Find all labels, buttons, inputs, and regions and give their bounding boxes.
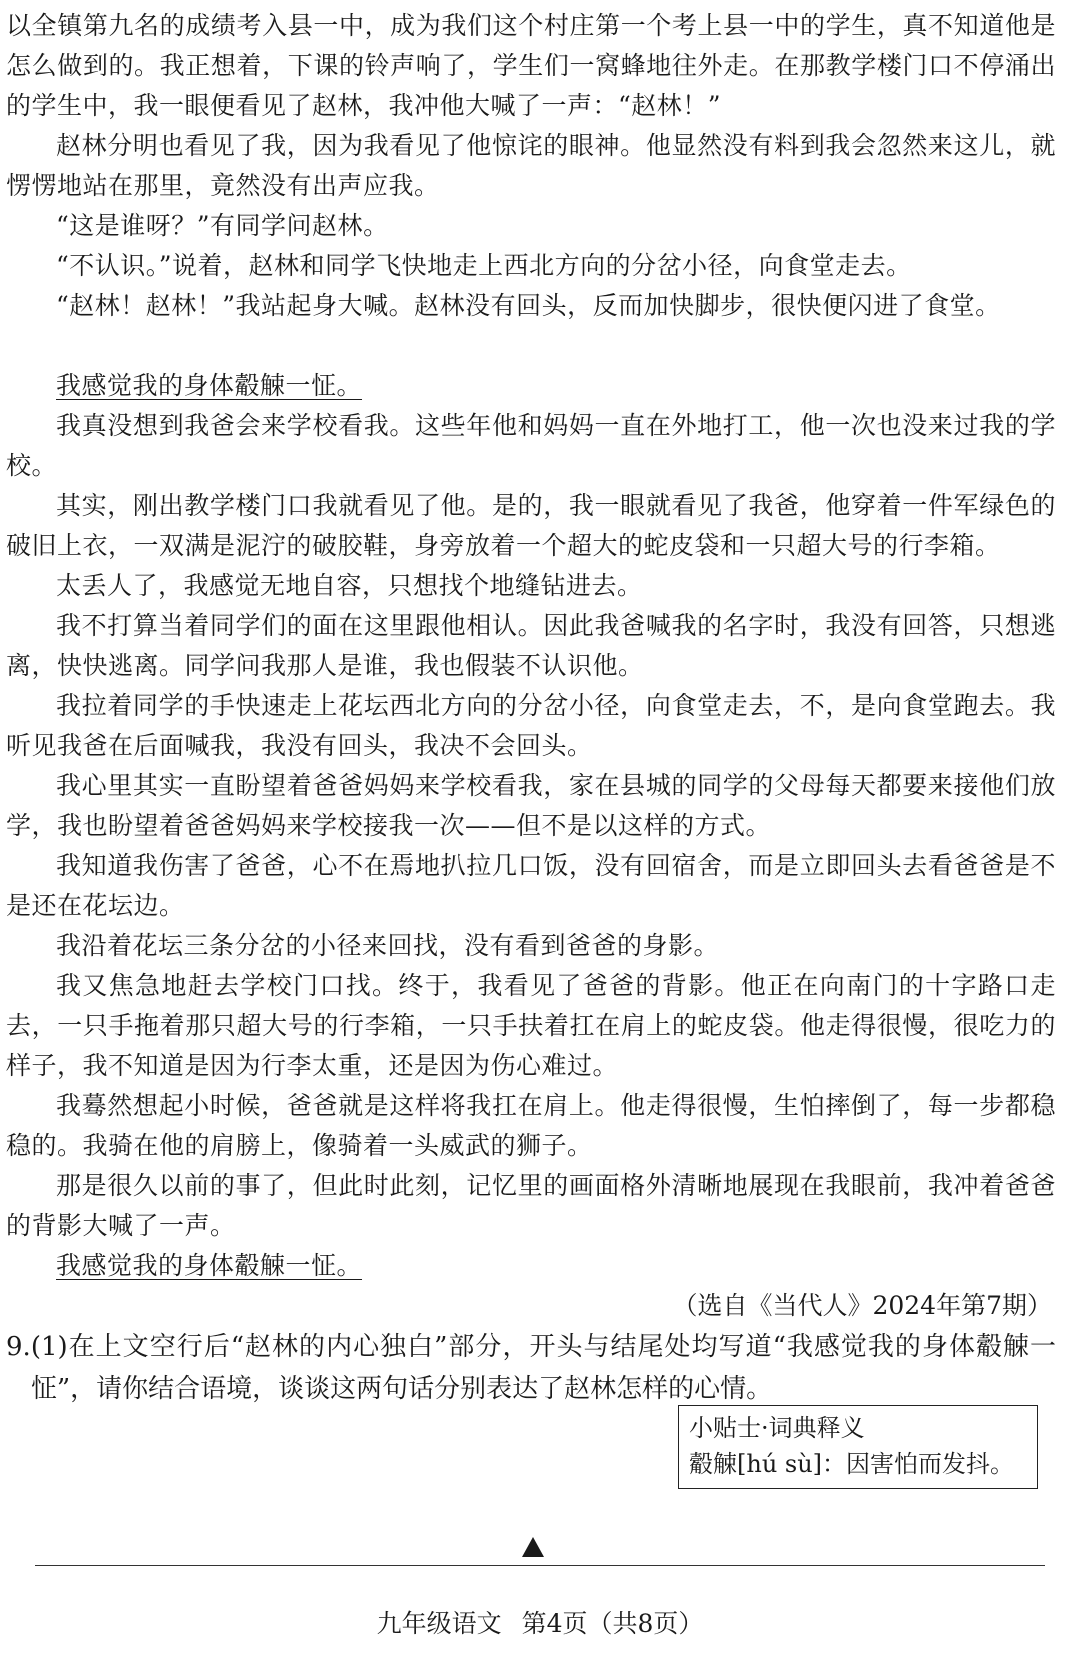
paragraph: 以全镇第九名的成绩考入县一中，成为我们这个村庄第一个考上县一中的学生，真不知道他是怎么做到的。我正想着，下课的铃声响了，学生们一窝蜂地往外走。在那教学楼门口不停涌出的学生中，我一眼便看见了赵林，我冲他大喊了一声：“赵林！”: [6, 11, 1056, 120]
paragraph: 赵林分明也看见了我，因为我看见了他惊诧的眼神。他显然没有料到我会忽然来这儿，就愣愣地站在那里，竟然没有出声应我。: [6, 131, 1056, 200]
paragraph: 我心里其实一直盼望着爸爸妈妈来学校看我，家在县城的同学的父母每天都要来接他们放学，我也盼望着爸爸妈妈来学校接我一次——但不是以这样的方式。: [6, 771, 1056, 840]
footer-page-number: 第4页（共8页）: [521, 1609, 704, 1638]
question-number: 9.: [6, 1332, 31, 1362]
tip-definition: 觳觫[hú sù]：因害怕而发抖。: [689, 1450, 1015, 1478]
paragraph: “赵林！赵林！”我站起身大喊。赵林没有回头，反而加快脚步，很快便闪进了食堂。: [56, 291, 1001, 320]
paragraph: 我又焦急地赶去学校门口找。终于，我看见了爸爸的背影。他正在向南门的十字路口走去，一只手拖着那只超大号的行李箱，一只手扶着扛在肩上的蛇皮袋。他走得很慢，很吃力的样子，我不知道是因为行李太重，还是因为伤心难过。: [6, 971, 1056, 1080]
paragraph: “不认识。”说着，赵林和同学飞快地走上西北方向的分岔小径，向食堂走去。: [56, 251, 912, 280]
source-citation: （选自《当代人》2024年第7期）: [672, 1291, 1052, 1320]
page-footer: [0, 1606, 1080, 1642]
footer-divider: [35, 1565, 1045, 1566]
paragraph: 我知道我伤害了爸爸，心不在焉地扒拉几口饭，没有回宿舍，而是立即回头去看爸爸是不是还在花坛边。: [6, 851, 1056, 920]
paragraph: 我沿着花坛三条分岔的小径来回找，没有看到爸爸的身影。: [56, 931, 720, 960]
question-text: (1)在上文空行后“赵林的内心独白”部分，开头与结尾处均写道“我感觉我的身体觳觫一怔”，请你结合语境，谈谈这两句话分别表达了赵林怎样的心情。: [30, 1332, 1056, 1404]
blank-line: [6, 326, 1056, 366]
underlined-sentence: 我感觉我的身体觳觫一怔。: [56, 1251, 363, 1280]
footer-subject: 九年级语文: [376, 1609, 502, 1638]
paragraph: 其实，刚出教学楼门口我就看见了他。是的，我一眼就看见了我爸，他穿着一件军绿色的破旧上衣，一双满是泥泞的破胶鞋，身旁放着一个超大的蛇皮袋和一只超大号的行李箱。: [6, 491, 1056, 560]
question-9: [6, 1326, 1056, 1410]
dictionary-tip-box: [678, 1405, 1038, 1489]
paragraph: 那是很久以前的事了，但此时此刻，记忆里的画面格外清晰地展现在我眼前，我冲着爸爸的背影大喊了一声。: [6, 1171, 1056, 1240]
paragraph: 我拉着同学的手快速走上花坛西北方向的分岔小径，向食堂走去，不，是向食堂跑去。我听见我爸在后面喊我，我没有回头，我决不会回头。: [6, 691, 1056, 760]
continue-triangle-icon: [522, 1537, 544, 1557]
paragraph: 我真没想到我爸会来学校看我。这些年他和妈妈一直在外地打工，他一次也没来过我的学校。: [6, 411, 1056, 480]
underlined-sentence: 我感觉我的身体觳觫一怔。: [56, 371, 363, 400]
paragraph: 我不打算当着同学们的面在这里跟他相认。因此我爸喊我的名字时，我没有回答，只想逃离，快快逃离。同学问我那人是谁，我也假装不认识他。: [6, 611, 1056, 680]
paragraph: “这是谁呀？”有同学问赵林。: [56, 211, 389, 240]
paragraph: 我蓦然想起小时候，爸爸就是这样将我扛在肩上。他走得很慢，生怕摔倒了，每一步都稳稳的。我骑在他的肩膀上，像骑着一头威武的狮子。: [6, 1091, 1056, 1160]
tip-title: 小贴士·词典释义: [689, 1414, 865, 1442]
paragraph: 太丢人了，我感觉无地自容，只想找个地缝钻进去。: [56, 571, 643, 600]
